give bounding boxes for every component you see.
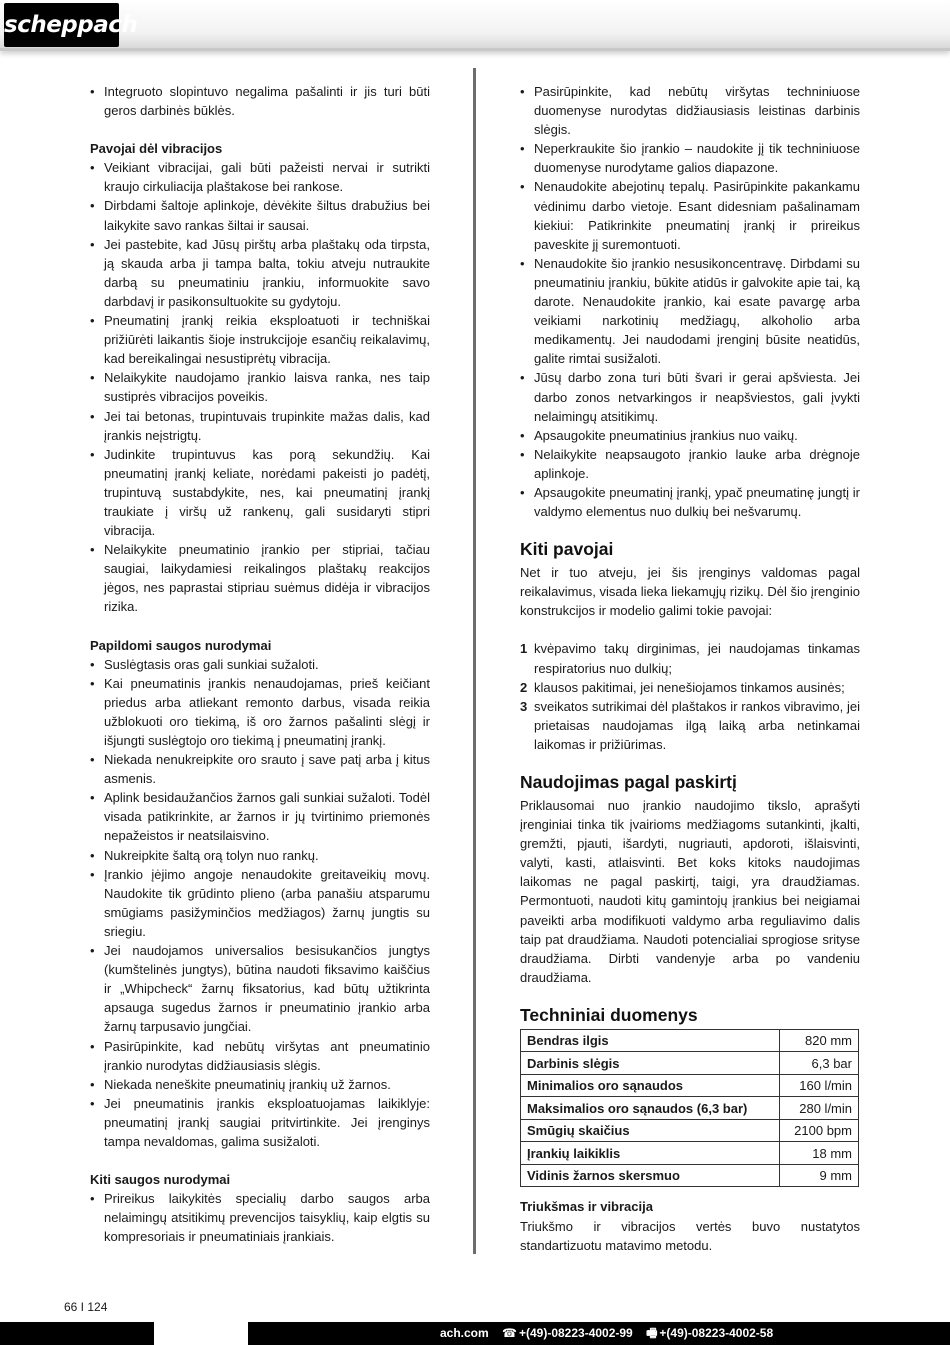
fax-icon: 🖷 (646, 1326, 658, 1340)
table-row (521, 1142, 859, 1165)
additional-list (90, 655, 430, 1151)
item-number: 2 (520, 679, 528, 695)
list-item: • Apsaugokite pneumatinį įrankį, ypač pneumatinę jungtį ir valdymo elementus nuo dulkių bei nešvarumų. (520, 483, 860, 521)
list-item: • Nenaudokite šio įrankio nesusikoncentravę. Dirbdami su pneumatiniu įrankiu, būkite atidūs ir galvokite apie tai, ką darote. Nenaudokite įrankio, kai esate pavargę arba veikiami narkotinių medžiagų, alkoholio arba medikamentų. Jei naudodami įrenginį būsite neatidūs, galite rimtai susižaloti. (520, 254, 860, 369)
intended-use-text: Priklausomai nuo įrankio naudojimo tikslo, aprašyti įrenginiai tinka tik įvairioms medžiagoms sutankinti, įkalti, gremžti, pjauti, išardyti, nugriauti, apdoroti, išlaisvinti, valyti, kasti, atlaisvinti. Bet koks kitoks naudojimas laikomas ne pagal paskirtį, taigi, yra draudžiamas. Permontuoti, naudoti kitų gamintojų įrankius bei neigiamai paveikti arba modifikuoti valdymo arba reguliavimo dalis taip pat draudžiama. Naudoti potencialiai sprogiose srityse draudžiama. Dirbti vandenyje arba po vandeniu draudžiama. (520, 798, 860, 985)
tech-data-table (520, 1029, 859, 1188)
spec-value: 160 l/min (780, 1074, 859, 1097)
footer-fax: +(49)-08223-4002-58 (659, 1326, 774, 1340)
list-item: • Pasirūpinkite, kad nebūtų viršytas techniniuose duomenyse nurodytas didžiausiasis leistinas darbinis slėgis. (520, 82, 860, 139)
other-safety-heading: Kiti saugos nurodymai (90, 1172, 231, 1188)
list-item: • Nelaikykite neapsaugoto įrankio lauke arba drėgnoje aplinkoje. (520, 445, 860, 483)
list-item: • Aplink besidaužančios žarnos gali sunkiai sužaloti. Todėl visada patikrinkite, ar žarnos ir jų tvirtinimo priemonės nepažeistos ir neatsilaisvino. (90, 788, 430, 845)
table-row (521, 1119, 859, 1142)
list-item: • Nelaikykite pneumatinio įrankio per stipriai, tačiau saugiai, laikydamiesi reikalingos plaštakų reakcijos jėgos, nes paprastai stipriau suėmus didėja ir vibracijos rizika. (90, 540, 430, 616)
left-column (90, 82, 430, 1246)
residual-risks-intro: Net ir tuo atveju, jei šis įrenginys valdomas pagal reikalavimus, visada lieka liekamųjų rizikų. Dėl šio įrenginio konstrukcijos ir modelio galimi tokie pavojai: (520, 565, 860, 619)
other-safety-list (90, 1189, 430, 1246)
list-item: • Jei pneumatinis įrankis eksploatuojamas laikiklyje: pneumatinį įrankį saugiai pritvirtinkite. Jei įrenginys tampa nevaldomas, galima susižaloti. (90, 1094, 430, 1151)
list-item: • Suslėgtasis oras gali sunkiai sužaloti. (90, 655, 430, 674)
spec-value: 18 mm (780, 1142, 859, 1165)
spec-label: Įrankių laikiklis (521, 1142, 780, 1165)
footer-phone: +(49)-08223-4002-99 (518, 1326, 633, 1340)
list-item: • Prireikus laikykitės specialių darbo saugos arba nelaimingų atsitikimų prevencijos taisyklių, kaip elgtis su kompresoriais ir pneumatiniais įrankiais. (90, 1189, 430, 1246)
phone-icon: ☎ (502, 1326, 517, 1340)
list-item: • Niekada neneškite pneumatinių įrankių už žarnos. (90, 1075, 430, 1094)
list-item (520, 639, 860, 677)
spec-label: Bendras ilgis (521, 1029, 780, 1052)
list-item: • Integruoto slopintuvo negalima pašalinti ir jis turi būti geros darbinės būklės. (90, 82, 430, 120)
table-row (521, 1074, 859, 1097)
list-item: • Nukreipkite šaltą orą tolyn nuo rankų. (90, 846, 430, 865)
spec-value: 280 l/min (780, 1097, 859, 1120)
list-item: • Veikiant vibracijai, gali būti pažeisti nervai ir sutrikti kraujo cirkuliacija plaštakose bei rankose. (90, 158, 430, 196)
header-band (0, 0, 950, 51)
column-divider (473, 68, 476, 1254)
list-item (520, 697, 860, 754)
table-row (521, 1029, 859, 1052)
list-item (520, 678, 860, 697)
item-text: klausos pakitimai, jei nenešiojamos tinkamos ausinės; (534, 679, 845, 695)
table-row (521, 1052, 859, 1075)
intended-use-heading: Naudojimas pagal paskirtį (520, 772, 737, 792)
spec-value: 820 mm (780, 1029, 859, 1052)
list-item: • Dirbdami šaltoje aplinkoje, dėvėkite šiltus drabužius bei laikykite savo rankas šiltai ir sausai. (90, 196, 430, 234)
list-item: • Jei naudojamos universalios besisukančios jungtys (kumštelinės jungtys), būtina naudoti fiksavimo kaiščius ir „Whipcheck“ žarnų fiksatorius, kad būtų užtikrinta apsauga sugedus žarnos ir pneumatinio įrankio arba žarnų tarpusavio jungčiai. (90, 941, 430, 1036)
right-column (520, 82, 860, 1255)
spec-label: Smūgių skaičius (521, 1119, 780, 1142)
footer-gap (154, 1322, 248, 1345)
list-item: • Apsaugokite pneumatinius įrankius nuo vaikų. (520, 426, 860, 445)
list-item: • Niekada nenukreipkite oro srauto į save patį arba į kitus asmenis. (90, 750, 430, 788)
list-item: • Jei tai betonas, trupintuvais trupinkite mažas dalis, kad įrankis neįstrigtų. (90, 407, 430, 445)
vibration-list (90, 158, 430, 616)
table-row (521, 1097, 859, 1120)
tech-data-heading: Techniniai duomenys (520, 1004, 698, 1025)
list-item: • Judinkite trupintuvus kas porą sekundžių. Kai pneumatinį įrankį keliate, norėdami pakeisti jo padėtį, trupintuvą sustabdykite, nes, kai pneumatinį įrankį traukiate į viršų už rankenų, gali susidaryti stipri vibracija. (90, 445, 430, 540)
item-number: 1 (520, 641, 528, 657)
top-list (520, 82, 860, 521)
list-item: • Neperkraukite šio įrankio – naudokite jį tik techniniuose duomenyse nurodytame galios diapazone. (520, 139, 860, 177)
scheppach-logo: scheppach (4, 3, 119, 47)
intro-list (90, 82, 430, 120)
list-item: • Jūsų darbo zona turi būti švari ir gerai apšviesta. Jei darbo zonos netvarkingos ir neapšviestos, gali įvykti nelaimingų atsitikimų. (520, 368, 860, 425)
item-text: sveikatos sutrikimai dėl plaštakos ir rankos vibravimo, jei prietaisas naudojamas ilgą laiką arba netinkamai laikomas ir prižiūrimas. (534, 698, 860, 752)
residual-risks-heading: Kiti pavojai (520, 539, 614, 560)
item-text: kvėpavimo takų dirginimas, jei naudojamas tinkamas respiratorius nuo dulkių; (534, 641, 860, 676)
additional-heading: Papildomi saugos nurodymai (90, 637, 272, 653)
spec-value: 9 mm (780, 1164, 859, 1187)
list-item: • Pasirūpinkite, kad nebūtų viršytas ant pneumatinio įrankio nurodytas didžiausiasis slėgis. (90, 1037, 430, 1075)
list-item: • Nenaudokite abejotinų tepalų. Pasirūpinkite pakankamu vėdinimu darbo vietoje. Esant didesniam pašalinamam kiekiui: Patikrinkite pneumatinį įrankį ir prireikus paveskite jį suremontuoti. (520, 177, 860, 253)
page-number: 66 I 124 (64, 1300, 108, 1314)
footer-contact (440, 1322, 773, 1345)
item-number: 3 (520, 698, 528, 714)
spec-label: Maksimalios oro sąnaudos (6,3 bar) (521, 1097, 780, 1120)
spec-value: 2100 bpm (780, 1119, 859, 1142)
spec-value: 6,3 bar (780, 1052, 859, 1075)
noise-text: Triukšmo ir vibracijos vertės buvo nustatytos standartizuotu matavimo metodu. (520, 1218, 860, 1253)
residual-risks-list (520, 639, 860, 754)
list-item: • Įrankio įėjimo angoje nenaudokite greitaveikių movų. Naudokite tik grūdinto plieno (arba panašiu atsparumu smūgiams pasižyminčios medžiagos) žarnų jungtis su sriegiu. (90, 865, 430, 941)
list-item: • Kai pneumatinis įrankis nenaudojamas, prieš keičiant priedus arba atliekant remonto darbus, visada reikia užblokuoti oro tiekimą, iš oro žarnos pašalinti slėgį ir išjungti suslėgtojo oro tiekimą į pneumatinį įrankį. (90, 674, 430, 750)
table-row (521, 1164, 859, 1187)
list-item: • Nelaikykite naudojamo įrankio laisva ranka, nes taip sustiprės vibracijos poveikis. (90, 368, 430, 406)
list-item: • Pneumatinį įrankį reikia eksploatuoti ir techniškai prižiūrėti laikantis šioje instrukcijoje esančių reikalavimų, kad bereikalingai nesustiprėtų vibracija. (90, 311, 430, 368)
spec-label: Darbinis slėgis (521, 1052, 780, 1075)
spec-label: Vidinis žarnos skersmuo (521, 1164, 780, 1187)
vibration-heading: Pavojai dėl vibracijos (90, 141, 223, 157)
spec-label: Minimalios oro sąnaudos (521, 1074, 780, 1097)
footer-website: ach.com (440, 1326, 489, 1340)
noise-heading: Triukšmas ir vibracija (520, 1199, 653, 1215)
list-item: • Jei pastebite, kad Jūsų pirštų arba plaštakų oda tirpsta, ją skauda arba ji tampa balta, tokiu atveju nutraukite darbą su pneumatiniu įrankiu, informuokite savo darbdavį ir pasikonsultuokite su gydytoju. (90, 235, 430, 311)
